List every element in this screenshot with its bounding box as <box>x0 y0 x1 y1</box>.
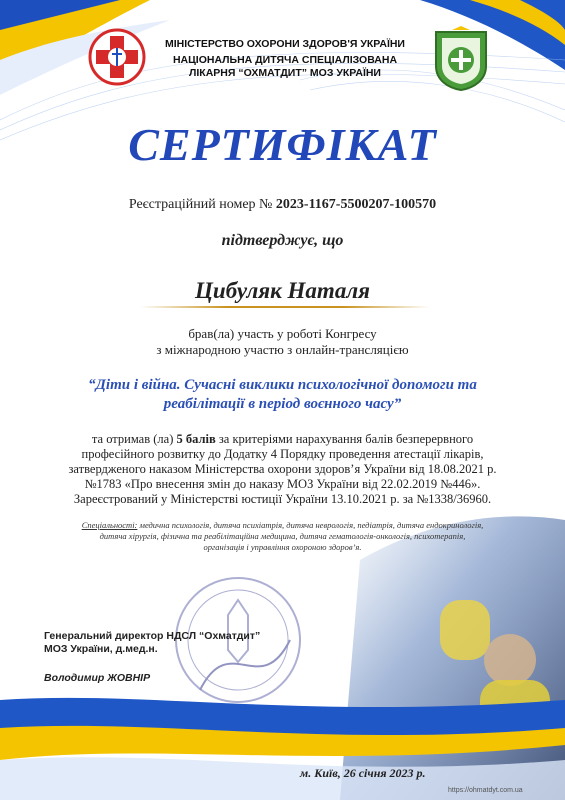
registration-number <box>0 197 565 213</box>
signature-name: Володимир ЖОВНІР <box>44 672 151 684</box>
registration-label: Реєстраційний номер № <box>128 197 273 212</box>
header-line-ministry: МІНІСТЕРСТВО ОХОРОНИ ЗДОРОВ'Я УКРАЇНИ <box>165 38 405 50</box>
signature-position-line-2: МОЗ України, д.мед.н. <box>44 643 158 655</box>
signature-position-line-1: Генеральний директор НДСЛ “Охматдит” <box>44 630 261 642</box>
participation-line-1: брав(ла) участь у роботі Конгресу <box>188 326 377 341</box>
place-date: м. Київ, 26 січня 2023 р. <box>300 766 426 780</box>
registration-value: 2023-1167-5500207-100570 <box>275 197 437 212</box>
recipient-name: Цибуляк Наталя <box>195 278 370 303</box>
header-institution <box>150 38 420 80</box>
points-before: та отримав (ла) <box>91 432 177 446</box>
points-text <box>60 432 505 507</box>
specialties-list: медична психологія, дитяча психіатрія, дитяча неврологія, педіатрія, дитяча ендокринологія, дитяча хірургія, фізична та реабілітаційна медицина, дитяча гематологія-онкологія, психотерапія, організація і управління охороною здоров’я. <box>99 520 484 552</box>
participation-line-2: з міжнародною участю з онлайн-трансляцією <box>156 342 409 357</box>
participation-text <box>0 326 565 358</box>
specialties-label: Спеціальності: <box>81 520 138 530</box>
event-title: “Діти і війна. Сучасні виклики психологічної допомоги та реабілітації в період воєнного часу” <box>88 377 477 412</box>
points-value: 5 балів <box>176 432 216 446</box>
header-line-hospital: НАЦІОНАЛЬНА ДИТЯЧА СПЕЦІАЛІЗОВАНА <box>172 54 398 66</box>
website-link[interactable]: https://ohmatdyt.com.ua <box>448 787 523 794</box>
red-cross-ministry-emblem-icon <box>88 28 146 86</box>
specialties-text <box>80 520 485 553</box>
green-okhmatdyt-emblem-icon <box>432 26 490 92</box>
confirm-text: підтверджує, що <box>221 232 344 249</box>
name-underline <box>140 306 430 308</box>
signature-position <box>44 630 260 656</box>
certificate-title: СЕРТИФІКАТ <box>128 119 437 170</box>
header-line-hospital-name: ЛІКАРНЯ “ОХМАТДИТ” МОЗ УКРАЇНИ <box>189 67 381 79</box>
points-after: за критеріями нарахування балів безперервного професійного розвитку до Додатку 4 Порядку проведення атестації лікарів, затвердженого наказом Міністерства охорони здоров’я України від 18.08.2021 р. №1783 «Про внесення змін до наказу МОЗ України від 22.02.2019 №446». Зареєстрований у Міністерстві юстиції України 13.10.2021 р. за №1338/36960. <box>68 432 497 506</box>
